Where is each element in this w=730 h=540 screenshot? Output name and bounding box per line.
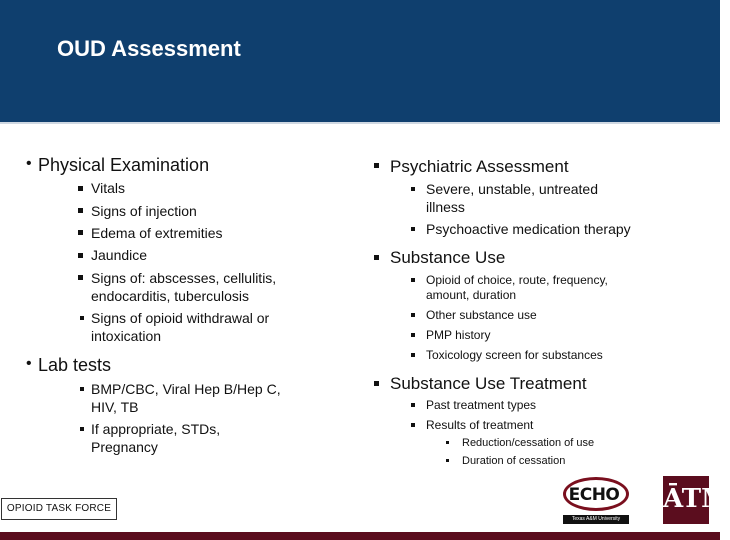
texas-am-logo bbox=[663, 476, 730, 524]
bullet-square bbox=[411, 403, 415, 407]
bullet-dot: • bbox=[26, 355, 32, 372]
bullet-square bbox=[411, 187, 415, 191]
list-item: Jaundice bbox=[91, 247, 148, 263]
atm-logo-letters: ĀTM bbox=[663, 484, 730, 514]
bullet-square bbox=[446, 459, 449, 462]
slide-header bbox=[0, 0, 720, 122]
bullet-square bbox=[80, 387, 84, 391]
list-item-continuation: endocarditis, tuberculosis bbox=[91, 288, 249, 304]
bullet-square bbox=[78, 275, 83, 280]
list-item: Past treatment types bbox=[426, 398, 537, 412]
project-echo-logo bbox=[561, 475, 633, 525]
list-subitem: Duration of cessation bbox=[462, 455, 566, 467]
treatment-heading: Substance Use Treatment bbox=[390, 374, 587, 393]
bullet-square bbox=[411, 227, 415, 231]
list-item: BMP/CBC, Viral Hep B/Hep C, bbox=[91, 381, 281, 397]
list-item-continuation: amount, duration bbox=[426, 288, 517, 302]
physical-exam-heading: Physical Examination bbox=[38, 155, 210, 175]
list-item-continuation: Pregnancy bbox=[91, 439, 158, 455]
list-item: Signs of opioid withdrawal or bbox=[91, 310, 270, 326]
bullet-square bbox=[411, 333, 415, 337]
header-divider bbox=[0, 122, 720, 124]
bullet-square bbox=[411, 313, 415, 317]
list-item: Severe, unstable, untreated bbox=[426, 181, 599, 197]
list-item-continuation: HIV, TB bbox=[91, 399, 139, 415]
bullet-square bbox=[374, 381, 379, 386]
list-item: Psychoactive medication therapy bbox=[426, 221, 631, 237]
list-item: Other substance use bbox=[426, 308, 537, 322]
list-item: Vitals bbox=[91, 180, 125, 196]
echo-logo-subtitle: Texas A&M University bbox=[563, 515, 629, 524]
echo-logo-text: ECHO bbox=[568, 485, 620, 505]
bullet-square bbox=[78, 208, 83, 213]
bullet-square bbox=[78, 186, 83, 191]
list-item: If appropriate, STDs, bbox=[91, 421, 221, 437]
bullet-square bbox=[78, 253, 83, 258]
bullet-square bbox=[374, 163, 379, 168]
list-item: PMP history bbox=[426, 328, 491, 342]
opioid-task-force-label: OPIOID TASK FORCE bbox=[1, 498, 117, 520]
bullet-square bbox=[446, 441, 449, 444]
list-subitem: Reduction/cessation of use bbox=[462, 437, 595, 449]
list-item: Edema of extremities bbox=[91, 225, 223, 241]
bullet-dot: • bbox=[26, 155, 32, 172]
bullet-square bbox=[80, 316, 84, 320]
list-item: Results of treatment bbox=[426, 418, 534, 432]
psychiatric-heading: Psychiatric Assessment bbox=[390, 157, 569, 176]
bullet-square bbox=[374, 255, 379, 260]
substance-use-heading: Substance Use bbox=[390, 248, 506, 267]
list-item: Signs of: abscesses, cellulitis, bbox=[91, 270, 277, 286]
bullet-square bbox=[411, 278, 415, 282]
list-item-continuation: intoxication bbox=[91, 328, 162, 344]
footer-bar bbox=[0, 532, 720, 540]
list-item: Opioid of choice, route, frequency, bbox=[426, 273, 608, 287]
slide-title: OUD Assessment bbox=[57, 36, 241, 61]
bullet-square bbox=[80, 427, 84, 431]
list-item: Toxicology screen for substances bbox=[426, 348, 603, 362]
bullet-square bbox=[78, 230, 83, 235]
lab-tests-heading: Lab tests bbox=[38, 355, 112, 375]
list-item: Signs of injection bbox=[91, 203, 197, 219]
bullet-square bbox=[411, 353, 415, 357]
bullet-square bbox=[411, 423, 415, 427]
list-item-continuation: illness bbox=[426, 199, 465, 215]
